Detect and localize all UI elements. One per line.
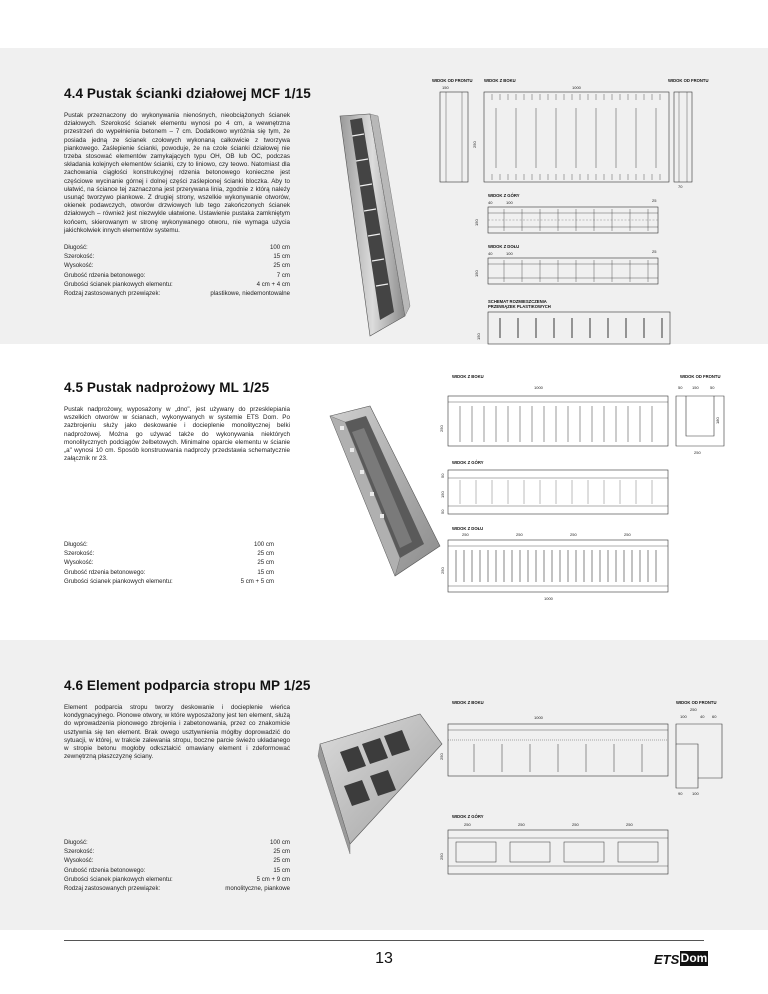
spec-label: Długość: xyxy=(64,839,88,846)
section-description: Pustak nadprożowy, wyposażony w „dno", jest używany do przesklepiania wszelkich otworów w ścianach, wykonywanych w systemie ETS Dom. Po zazbrojeniu służy jako deskowanie i docieplenie monolitycznej belki nadprożowej. Można go używać także do wykonywania niektórych monolitycznych podciągów żelbetowych. Minimalne oparcie elementu w ścianie „a" wynosi 10 cm. Sposób konstruowania nadproży przedstawia schematycznie załącznik nr 23. xyxy=(64,406,290,463)
spec-label: Grubości ścianek piankowych elementu: xyxy=(64,280,173,288)
spec-value: plastikowe, niedemontowalne xyxy=(210,290,290,298)
dim-label: 250 xyxy=(570,532,577,537)
spec-value: 25 cm xyxy=(257,559,274,567)
section-title: 4.5 Pustak nadprożowy ML 1/25 xyxy=(64,380,270,395)
dim-label: 180 xyxy=(715,417,720,424)
spec-list xyxy=(64,243,290,298)
drawing-label-front-view: WIDOK OD FRONTU xyxy=(432,78,473,83)
spec-row xyxy=(64,252,290,261)
dim-label: 50 xyxy=(710,385,715,390)
dim-label: 250 xyxy=(439,853,444,860)
dim-label: 150 xyxy=(474,219,479,226)
dim-label: 250 xyxy=(624,532,631,537)
dim-label: 1000 xyxy=(572,85,581,90)
product-photo-mcf xyxy=(310,106,420,346)
spec-value: 25 cm xyxy=(273,857,290,865)
spec-value: 25 cm xyxy=(257,550,274,558)
drawing-label-bottom-view: WIDOK Z DOŁU xyxy=(488,244,520,249)
dim-label: 150 xyxy=(440,491,445,498)
section-mp xyxy=(0,640,768,930)
spec-row xyxy=(64,577,274,586)
spec-value: 7 cm xyxy=(276,271,290,279)
dim-label: 250 xyxy=(439,425,444,432)
dim-label: 25 xyxy=(652,198,657,203)
spec-label: Wysokość: xyxy=(64,559,94,567)
dim-label: 1000 xyxy=(534,385,543,390)
section-description: Pustak przeznaczony do wykonywania nienośnych, nieobciążonych ścianek działowych. Szerokość ścianek elementu wynosi po 4 cm, a wewnętrzna przestrzeń do wypełnienia betonem – 7 cm. Dodatkowo wyróżnia się tym, że posiada jedną ze ścianek czołowych wykonaną całkowicie z tworzywa piankowego. Zaślepienie ścianki, powoduje, że na czole ścianki działowej nie trzeba stosować elementów zamykających typu OH, OB lub OC, podczas składania kolejnych elementów ścianki, czy to liniowo, czy teowo. Natomiast dla zachowania ciągłości konstrukcyjnej rdzenia betonowego konieczne jest częściowe wycinanie górnej i dolnej części zaślepionej ścianki bloczka. Aby to ułatwić, na ściance tej zaznaczona jest przerywana linia, zgodnie z którą należy usunąć tworzywo piankowe. Z drugiej strony, wszelkie wykonywanie otworów, okienek podawczych, otworów drzwiowych lub tego zakończonych ścianek działowych – również jest niezwykle ułatwione. Ustawienie pustaka zamkniętym końcem, skierowanym w stronę wykonywanego otworu, nie wymaga użycia jakichkolwiek innych elementów systemu. xyxy=(64,112,290,234)
spec-row xyxy=(64,847,290,856)
spec-label: Rodzaj zastosowanych przewiązek: xyxy=(64,290,161,298)
spec-row xyxy=(64,866,290,875)
spec-row xyxy=(64,875,290,884)
drawing-label-front-view: WIDOK OD FRONTU xyxy=(680,374,721,379)
spec-value: 15 cm xyxy=(257,568,274,576)
page-number: 13 xyxy=(375,950,393,967)
dim-label: 50 xyxy=(440,509,445,514)
spec-value: 5 cm + 9 cm xyxy=(256,875,290,883)
dim-label: 250 xyxy=(694,450,701,455)
spec-label: Wysokość: xyxy=(64,262,94,270)
dim-label: 25 xyxy=(652,249,657,254)
spec-value: 4 cm + 4 cm xyxy=(256,280,290,288)
spec-label: Grubość rdzenia betonowego: xyxy=(64,271,146,279)
dim-label: 150 xyxy=(442,85,449,90)
drawing-label-front-view-right: WIDOK OD FRONTU xyxy=(668,78,709,83)
dim-label: 150 xyxy=(692,385,699,390)
spec-value: 15 cm xyxy=(273,866,290,874)
logo-text-ets: ETS xyxy=(654,952,680,967)
drawing-label-top-view: WIDOK Z GÓRY xyxy=(452,460,484,465)
technical-drawings-ml xyxy=(440,374,730,606)
spec-list xyxy=(64,540,274,586)
spec-label: Szerokość: xyxy=(64,253,95,261)
drawing-label-front-view: WIDOK OD FRONTU xyxy=(676,700,717,705)
dim-label: 250 xyxy=(626,822,633,827)
dim-label: 60 xyxy=(712,714,717,719)
dim-label: 90 xyxy=(678,791,683,796)
dim-label: 100 xyxy=(506,200,513,205)
product-photo-ml xyxy=(300,396,450,586)
dim-label: 100 xyxy=(506,251,513,256)
spec-label: Szerokość: xyxy=(64,848,95,856)
dim-label: 250 xyxy=(690,707,697,712)
dim-label: 50 xyxy=(678,385,683,390)
spec-value: 25 cm xyxy=(273,262,290,270)
drawing-label-side-view: WIDOK Z BOKU xyxy=(484,78,516,83)
dim-label: 50 xyxy=(440,473,445,478)
spec-label: Grubości ścianek piankowych elementu: xyxy=(64,577,173,585)
drawing-label-ties-1: SCHEMAT ROZMIESZCZENIA xyxy=(488,299,547,304)
dim-label: 150 xyxy=(476,333,481,340)
spec-value: 100 cm xyxy=(254,541,274,548)
spec-label: Grubości ścianek piankowych elementu: xyxy=(64,875,173,883)
drawing-label-side-view: WIDOK Z BOKU xyxy=(452,374,484,379)
drawing-label-bottom-view: WIDOK Z DOŁU xyxy=(452,526,484,531)
spec-row xyxy=(64,558,274,567)
dim-label: 250 xyxy=(439,753,444,760)
logo-text-dom: Dom xyxy=(680,951,708,965)
dim-label: 40 xyxy=(488,251,493,256)
spec-label: Grubość rdzenia betonowego: xyxy=(64,568,146,576)
drawing-label-ties-2: PRZEWIĄZEK PLASTIKOWYCH xyxy=(488,304,551,309)
section-ml xyxy=(0,352,768,602)
spec-row xyxy=(64,271,290,280)
spec-row xyxy=(64,549,274,558)
spec-label: Długość: xyxy=(64,244,88,251)
section-title: 4.4 Pustak ścianki działowej MCF 1/15 xyxy=(64,86,311,101)
dim-label: 70 xyxy=(678,184,683,189)
spec-value: monolityczne, piankowe xyxy=(225,885,290,893)
product-photo-mp xyxy=(310,704,450,854)
spec-row xyxy=(64,289,290,298)
dim-label: 100 xyxy=(680,714,687,719)
technical-drawings-mp xyxy=(440,700,730,912)
footer-rule xyxy=(64,940,704,941)
dim-label: 100 xyxy=(692,791,699,796)
dim-label: 250 xyxy=(472,141,477,148)
section-description: Element podparcia stropu tworzy deskowanie i docieplenie wieńca kondygnacyjnego. Pionowe otwory, w które wyposzażony jest ten element, służą do wprowadzenia pionowego zbrojenia i zabetonowania, przez co znakomicie usztywnia się ten element. Brak owego usztywnienia mógłby doprowadzić do sytuacji, w której, w trakcie zalewania stropu, boczne parcie świeżo układanego w stropie betonu mogłoby odkształcić omawiany element i zdeformować zewnętrzną płaszczyznę ściany. xyxy=(64,704,290,761)
drawing-label-top-view: WIDOK Z GÓRY xyxy=(452,814,484,819)
spec-label: Długość: xyxy=(64,541,88,548)
spec-row xyxy=(64,856,290,865)
spec-label: Grubość rdzenia betonowego: xyxy=(64,866,146,874)
dim-label: 250 xyxy=(462,532,469,537)
spec-list xyxy=(64,838,290,893)
spec-row xyxy=(64,540,274,549)
spec-value: 5 cm + 5 cm xyxy=(240,577,274,585)
drawing-label-side-view: WIDOK Z BOKU xyxy=(452,700,484,705)
dim-label: 250 xyxy=(518,822,525,827)
spec-value: 25 cm xyxy=(273,848,290,856)
dim-label: 250 xyxy=(440,567,445,574)
dim-label: 250 xyxy=(464,822,471,827)
dim-label: 150 xyxy=(474,270,479,277)
section-mcf xyxy=(0,48,768,344)
dim-label: 1000 xyxy=(534,715,543,720)
company-logo xyxy=(654,950,710,972)
spec-row xyxy=(64,261,290,270)
spec-label: Wysokość: xyxy=(64,857,94,865)
dim-label: 40 xyxy=(488,200,493,205)
section-title: 4.6 Element podparcia stropu MP 1/25 xyxy=(64,678,311,693)
spec-row xyxy=(64,568,274,577)
spec-value: 100 cm xyxy=(270,244,290,251)
spec-row xyxy=(64,838,290,847)
drawing-label-top-view: WIDOK Z GÓRY xyxy=(488,193,520,198)
dim-label: 250 xyxy=(572,822,579,827)
dim-label: 40 xyxy=(700,714,705,719)
spec-row xyxy=(64,280,290,289)
spec-label: Szerokość: xyxy=(64,550,95,558)
spec-row xyxy=(64,243,290,252)
spec-value: 15 cm xyxy=(273,253,290,261)
technical-drawings-mcf xyxy=(432,78,722,346)
spec-label: Rodzaj zastosowanych przewiązek: xyxy=(64,885,161,893)
spec-row xyxy=(64,884,290,893)
dim-label: 1000 xyxy=(544,596,553,601)
dim-label: 250 xyxy=(516,532,523,537)
spec-value: 100 cm xyxy=(270,839,290,846)
